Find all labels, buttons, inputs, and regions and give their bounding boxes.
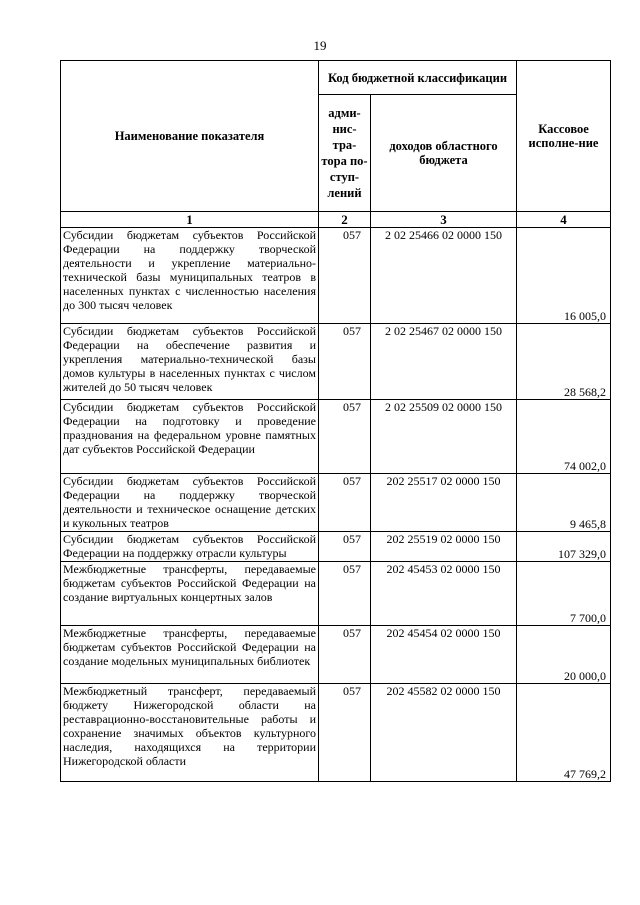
header-name-column: Наименование показателя: [61, 61, 319, 212]
row-admin-code: 057: [319, 532, 371, 562]
table-row: [61, 562, 611, 626]
table-row: [61, 228, 611, 324]
row-income-code: 202 45582 02 0000 150: [371, 684, 517, 782]
table-row: [61, 684, 611, 782]
row-amount: 9 465,8: [517, 474, 611, 532]
budget-table: [60, 60, 611, 782]
row-amount: 107 329,0: [517, 532, 611, 562]
row-admin-code: 057: [319, 684, 371, 782]
column-number-1: 1: [61, 212, 319, 228]
row-admin-code: 057: [319, 324, 371, 400]
row-name: Субсидии бюджетам субъектов Российской Федерации на поддержку творческой деятельности и техническое оснащение детских и кукольных театров: [61, 474, 319, 532]
table-row: [61, 324, 611, 400]
row-amount: 74 002,0: [517, 400, 611, 474]
column-number-3: 3: [371, 212, 517, 228]
row-amount: 28 568,2: [517, 324, 611, 400]
row-name: Межбюджетные трансферты, передаваемые бюджетам субъектов Российской Федерации на создание виртуальных концертных залов: [61, 562, 319, 626]
table-row: [61, 474, 611, 532]
row-name: Межбюджетный трансферт, передаваемый бюджету Нижегородской области на реставрационно-восстановительные работы и сохранение значимых объектов культурного наследия, находящихся на территории Нижегородской области: [61, 684, 319, 782]
row-name: Субсидии бюджетам субъектов Российской Федерации на подготовку и проведение празднования на федеральном уровне памятных дат субъектов Российской Федерации: [61, 400, 319, 474]
column-number-4: 4: [517, 212, 611, 228]
page-number: 19: [313, 38, 327, 53]
table-row: [61, 626, 611, 684]
row-name: Субсидии бюджетам субъектов Российской Федерации на поддержку творческой деятельности и укрепление материально-технической базы муниципальных театров в населенных пунктах с численностью населения до 300 тысяч человек: [61, 228, 319, 324]
row-admin-code: 057: [319, 474, 371, 532]
header-cash-column: Кассовое исполне-ние: [517, 61, 611, 212]
table-row: [61, 532, 611, 562]
row-income-code: 2 02 25466 02 0000 150: [371, 228, 517, 324]
row-admin-code: 057: [319, 400, 371, 474]
column-number-2: 2: [319, 212, 371, 228]
row-amount: 7 700,0: [517, 562, 611, 626]
row-income-code: 202 25519 02 0000 150: [371, 532, 517, 562]
row-name: Межбюджетные трансферты, передаваемые бюджетам субъектов Российской Федерации на создание модельных муниципальных библиотек: [61, 626, 319, 684]
header-budget-code-group: Код бюджетной классификации: [319, 61, 517, 95]
table-row: [61, 400, 611, 474]
row-income-code: 202 25517 02 0000 150: [371, 474, 517, 532]
row-income-code: 2 02 25509 02 0000 150: [371, 400, 517, 474]
row-income-code: 202 45453 02 0000 150: [371, 562, 517, 626]
row-admin-code: 057: [319, 562, 371, 626]
header-admin-column: адми-нис-тра-тора по-ступ-лений: [319, 95, 371, 212]
row-admin-code: 057: [319, 228, 371, 324]
row-amount: 16 005,0: [517, 228, 611, 324]
row-amount: 20 000,0: [517, 626, 611, 684]
row-name: Субсидии бюджетам субъектов Российской Федерации на обеспечение развития и укрепления материально-технической базы домов культуры в населенных пунктах с числом жителей до 50 тысяч человек: [61, 324, 319, 400]
row-name: Субсидии бюджетам субъектов Российской Федерации на поддержку отрасли культуры: [61, 532, 319, 562]
row-income-code: 202 45454 02 0000 150: [371, 626, 517, 684]
row-admin-code: 057: [319, 626, 371, 684]
row-amount: 47 769,2: [517, 684, 611, 782]
row-income-code: 2 02 25467 02 0000 150: [371, 324, 517, 400]
header-income-column: доходов областного бюджета: [371, 95, 517, 212]
